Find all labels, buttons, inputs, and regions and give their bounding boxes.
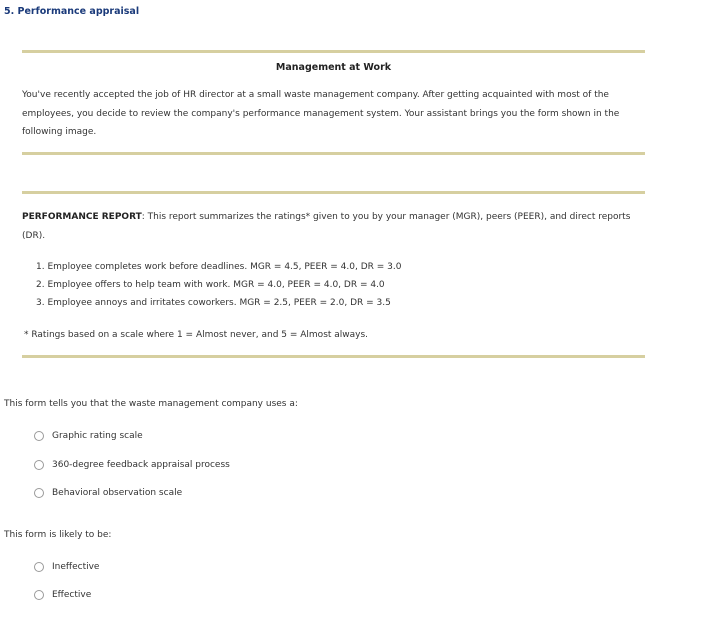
question-title: 5. Performance appraisal <box>4 6 140 17</box>
scenario-text: You've recently accepted the job of HR director at a small waste management company. After getting acquainted with most of the employees, you decide to review the company's performance management system. Your assistant brings you the form shown in the following image. <box>22 90 620 137</box>
q2-option-ineffective[interactable] <box>34 560 99 574</box>
report-top-divider <box>22 191 645 194</box>
q1-option-behavioral-observation[interactable] <box>34 486 182 500</box>
q1-prompt: This form tells you that the waste management company uses a: <box>4 399 298 409</box>
q2-prompt: This form is likely to be: <box>4 530 112 540</box>
radio-button[interactable] <box>34 562 44 572</box>
q2-option-effective[interactable] <box>34 588 91 602</box>
report-intro-text: : This report summarizes the ratings* given to you by your manager (MGR), peers (PEER), and direct reports (DR). <box>22 212 631 241</box>
report-footnote: * Ratings based on a scale where 1 = Almost never, and 5 = Almost always. <box>24 330 369 340</box>
report-list <box>36 258 401 312</box>
option-label: Effective <box>52 590 92 600</box>
list-item: 1. Employee completes work before deadlines. MGR = 4.5, PEER = 4.0, DR = 3.0 <box>36 262 402 272</box>
report-intro <box>22 208 644 245</box>
list-item: 3. Employee annoys and irritates coworkers. MGR = 2.5, PEER = 2.0, DR = 3.5 <box>36 298 391 308</box>
report-heading: PERFORMANCE REPORT <box>22 212 142 222</box>
top-divider <box>22 50 645 53</box>
q1-option-360-feedback[interactable] <box>34 458 230 472</box>
scenario-bottom-divider <box>22 152 645 155</box>
option-label: Ineffective <box>52 562 100 572</box>
list-item: 2. Employee offers to help team with work. MGR = 4.0, PEER = 4.0, DR = 4.0 <box>36 280 385 290</box>
radio-button[interactable] <box>34 488 44 498</box>
radio-button[interactable] <box>34 460 44 470</box>
radio-button[interactable] <box>34 590 44 600</box>
scenario-title: Management at Work <box>275 62 392 73</box>
radio-button[interactable] <box>34 431 44 441</box>
option-label: Graphic rating scale <box>52 431 143 441</box>
q1-option-graphic-rating[interactable] <box>34 429 143 443</box>
report-bottom-divider <box>22 355 645 358</box>
option-label: Behavioral observation scale <box>52 488 183 498</box>
option-label: 360-degree feedback appraisal process <box>52 460 230 470</box>
